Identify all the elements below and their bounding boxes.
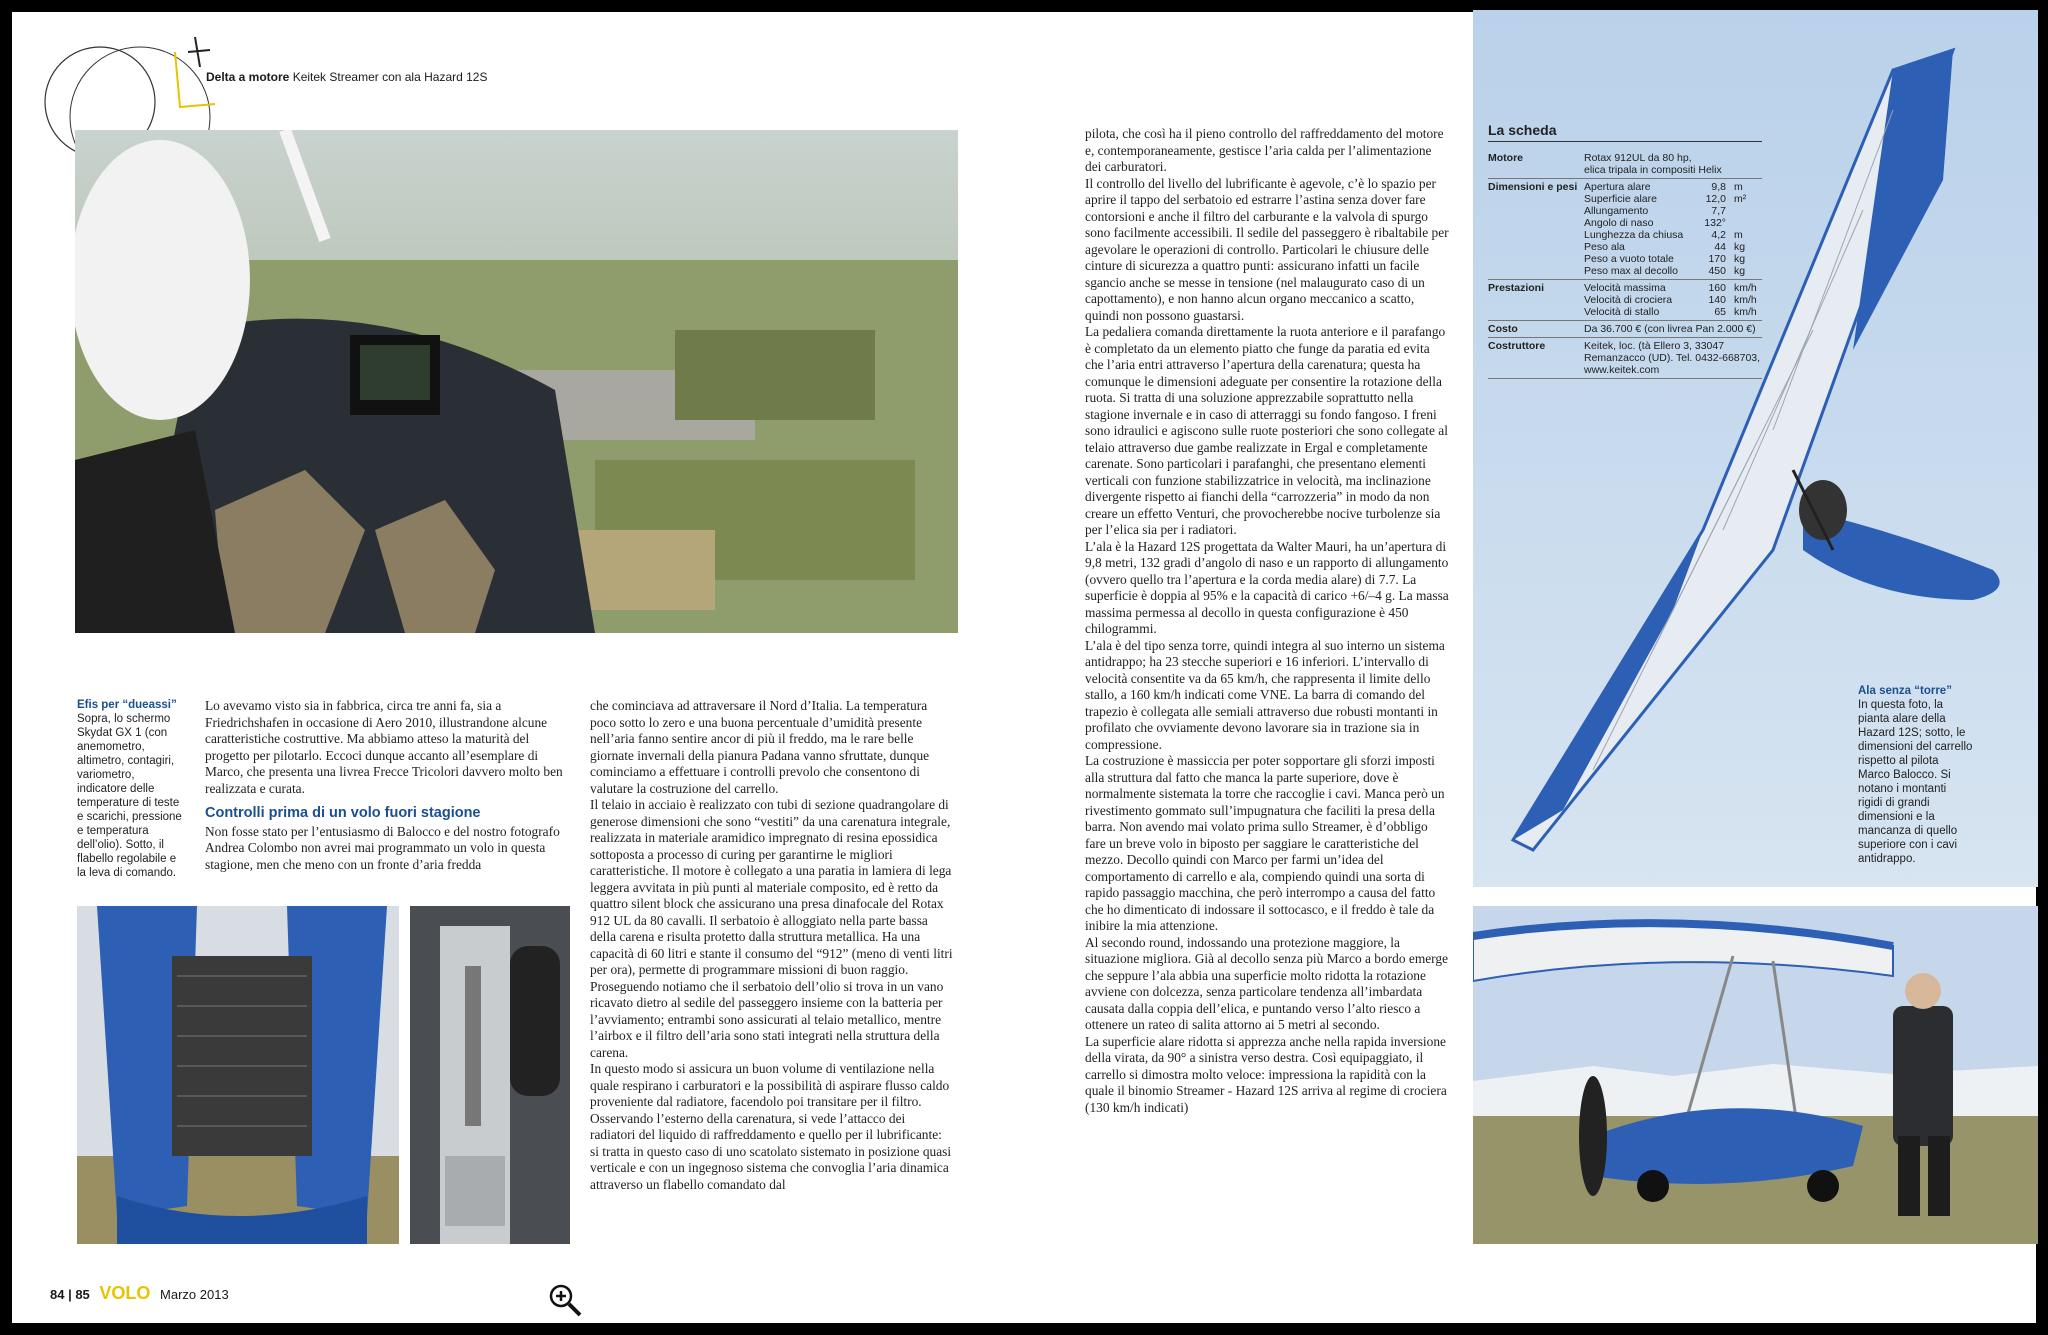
- section-header: [206, 70, 487, 84]
- spec-item: Peso max al decollo 450 kg: [1584, 265, 1746, 277]
- spec-value: Remanzacco (UD). Tel. 0432-668703,: [1584, 352, 1761, 364]
- spec-row-costo: [1488, 321, 1762, 338]
- spec-item: Velocità massima 160 km/h: [1584, 282, 1757, 294]
- spec-item: Velocità di stallo 65 km/h: [1584, 306, 1757, 318]
- spec-label: Dimensioni e pesi: [1488, 181, 1578, 193]
- control-lever-photo: [410, 906, 570, 1244]
- spec-label: Motore: [1488, 152, 1523, 164]
- paragraph: La pedaliera comanda direttamente la ruota anteriore e il parafango è completato da un elemento piatto che funge da paratia ed evita che l’aria entri attraverso l’apertura della carenatura; questa ha comunque le dimensioni adeguate per consentire la rotazione della ruota. Si tratta di una soluzione apprezzabile soprattutto nella stagione invernale e in caso di atterraggi su fondo fangoso. I freni sono idraulici e agiscono sulle ruote posteriori che sono collegate al telaio attraverso due gambe realizzate in Ergal e completamente carenate. Sono particolari i parafanghi, che presentano elementi verticali con funzione stabilizzatrice in velocità, ma inclinazione divergente rispetto ai fianchi della “carrozzeria” in modo da non creare un effetto Venturi, che provocherebbe nocive turbolenze sia per l’elica sia per i radiatori.: [1085, 324, 1448, 537]
- spec-row-motore: [1488, 150, 1762, 179]
- spec-item: Velocità di crociera 140 km/h: [1584, 294, 1757, 306]
- zoom-in-icon[interactable]: [548, 1283, 584, 1319]
- spec-sheet: [1488, 122, 1762, 379]
- spec-item: Superficie alare 12,0 m²: [1584, 193, 1747, 205]
- spec-item: Peso ala 44 kg: [1584, 241, 1746, 253]
- radiator-photo: [77, 906, 399, 1244]
- article-column-1: [205, 698, 570, 873]
- paragraph: pilota, che così ha il pieno controllo del raffreddamento del motore e, contemporaneamente, gestisce l’aria calda per l’alimentazione dei carburatori.: [1085, 126, 1444, 174]
- caption-ala-senza-torre: [1858, 684, 1973, 866]
- spec-sheet-title: La scheda: [1488, 122, 1762, 142]
- trike-pilot-photo: [1473, 906, 2038, 1244]
- issue-date: Marzo 2013: [160, 1287, 229, 1302]
- spec-label: Prestazioni: [1488, 282, 1545, 294]
- paragraph: che cominciava ad attraversare il Nord d’Italia. La temperatura poco sotto lo zero e una buona percentuale d’umidità presente nell’aria fanno sentire ancor di più il freddo, ma le rare belle giornate invernali della pianura Padana vanno sfruttate, dunque cominciamo a effettuare i controlli prevolo che consentono di valutare la costruzione del carrello.: [590, 698, 930, 796]
- page-numbers: 84 | 85: [50, 1287, 90, 1302]
- cockpit-photo: [75, 130, 958, 633]
- paragraph: La costruzione è massiccia per poter sopportare gli sforzi imposti alla struttura dal fatto che manca la parte superiore, dove è normalmente sistemata la torre che raccoglie i cavi. Manca però un rivestimento gommato sull’impugnatura che faciliti la presa della barra. Non avendo mai volato prima sullo Streamer, è d’obbligo fare un breve volo in biposto per saggiare le caratteristiche del mezzo. Decollo quindi con Marco per farmi un’idea del comportamento di carrello e ala, compiendo quindi una sorta di rapido passaggio macchina, che però interrompo a causa del fatto che ho dimenticato di indossare il sottocasco, e il freddo è tale da inibire la mia attenzione.: [1085, 753, 1445, 933]
- article-column-3: [1085, 126, 1450, 1116]
- spec-value: elica tripala in compositi Helix: [1584, 164, 1722, 176]
- paragraph: Non fosse stato per l’entusiasmo di Balocco e del nostro fotografo Andrea Colombo non avrei mai programmato un volo in questa stagione, men che meno con un fronte d’aria fredda: [205, 823, 560, 872]
- paragraph: In questo modo si assicura un buon volume di ventilazione nella quale respirano i carburatori e la possibilità di aspirare flusso caldo proveniente dal radiatore, facendolo poi transitare per il filtro. Osservando l’esterno della carenatura, si vede l’attacco dei radiatori del liquido di raffreddamento e quello per il lubrificante: si tratta in questo caso di uno scatolato sistemato in posizione quasi verticale e con un ingegnoso sistema che convoglia l’aria dinamica attraverso un flabello comandato dal: [590, 1061, 952, 1192]
- magazine-logo: VOLO: [99, 1283, 151, 1303]
- spec-label: Costo: [1488, 323, 1518, 335]
- spec-row-costruttore: [1488, 338, 1762, 379]
- paragraph: L’ala è la Hazard 12S progettata da Walter Mauri, ha un’apertura di 9,8 metri, 132 gradi d’angolo di naso e un rapporto di allungamento (ovvero quello tra l’apertura e la corda media alare) di 7.7. La superficie è doppia al 95% e la capacità di carico +6/–4 g. La massa massima permessa al decollo in questa configurazione è 450 chilogrammi.: [1085, 538, 1449, 636]
- spec-item: Peso a vuoto totale 170 kg: [1584, 253, 1746, 265]
- spec-value: Rotax 912UL da 80 hp,: [1584, 152, 1692, 164]
- spec-row-dimensioni: [1488, 179, 1762, 280]
- caption-efis-text: Sopra, lo schermo Skydat GX 1 (con anemometro, altimetro, contagiri, variometro, indicatore delle temperature di teste e scarichi, pressione e temperatura dell’olio). Sotto, il flabello regolabile e la leva di comando.: [77, 713, 182, 879]
- paragraph: Al secondo round, indossando una protezione maggiore, la situazione migliora. Già al decollo senza più Marco a bordo emerge che seppure l’ala abbia una superficie molto ridotta la rotazione avviene con dolcezza, senza particolare tendenza all’imbardata causata dalla coppia dell’elica, e puntando verso l’alto riesco a ottenere un rateo di salita attorno ai 5 metri al secondo.: [1085, 934, 1449, 1032]
- spec-value: Da 36.700 € (con livrea Pan 2.000 €): [1584, 323, 1756, 335]
- spec-row-prestazioni: [1488, 280, 1762, 321]
- page-footer: [50, 1283, 229, 1304]
- spec-item: Lunghezza da chiusa 4,2 m: [1584, 229, 1743, 241]
- paragraph: Lo avevamo visto sia in fabbrica, circa tre anni fa, sia a Friedrichshafen in occasione di Aero 2010, illustrandone alcune caratteristiche costruttive. Ma abbiamo atteso la maturità del progetto per pilotarlo. Eccoci dunque accanto all’esemplare di Marco, che presenta una livrea Frecce Tricolori davvero molto ben realizzata e curata.: [205, 698, 563, 796]
- caption-ala-text: In questa foto, la pianta alare della Hazard 12S; sotto, le dimensioni del carrello rispetto al pilota Marco Balocco. Si notano i montanti rigidi di grandi dimensioni e la mancanza di quello superiore con i cavi antidrappo.: [1858, 699, 1973, 865]
- caption-efis: [77, 698, 185, 880]
- spec-item: Apertura alare 9,8 m: [1584, 181, 1743, 193]
- paragraph: L’ala è del tipo senza torre, quindi integra al suo interno un sistema antidrappo; ha 23 stecche superiori e 16 inferiori. L’intervallo di velocità consentite va da 65 km/h, che rappresenta il limite dello stallo, a 160 km/h indicati come VNE. La barra di comando del trapezio è collegata alle semiali attraverso due robusti montanti in profilato che ovviamente devono lavorare sia in trazione sia in compressione.: [1085, 637, 1445, 752]
- caption-efis-title: Efis per “dueassi”: [77, 699, 177, 711]
- subheading-controlli: Controlli prima di un volo fuori stagione: [205, 805, 481, 821]
- section-title: Delta a motore: [206, 70, 290, 84]
- spec-link[interactable]: www.keitek.com: [1584, 364, 1660, 376]
- spec-label: Costruttore: [1488, 340, 1546, 352]
- paragraph: Il telaio in acciaio è realizzato con tubi di sezione quadrangolare di generose dimensioni che sono “vestiti” da una carenatura integrale, realizzata in materiale aramidico impregnato di resina epossidica sottoposta a processo di curing per garantirne le migliori caratteristiche. Il motore è collegato a una paratia in lamiera di lega leggera avvitata in più punti al materiale composito, ed è retto da quattro silent block che assicurano una presa dinafocale del Rotax 912 UL da 80 cavalli. Il serbatoio è alloggiato nella parte bassa della carena e risulta protetto dalla struttura metallica. Ha una capacità di 60 litri e stante il consumo del “912” (meno di venti litri per ora), permette di programmare missioni di buon raggio. Proseguendo notiamo che il serbatoio dell’olio si trova in un vano ricavato dietro al sedile del passeggero insieme con la batteria per l’avviamento; entrambi sono assicurati al telaio metallico, mentre l’airbox e il filtro dell’aria sono stati integrati nella struttura della carena.: [590, 797, 953, 1060]
- spec-value: Keitek, loc. (tà Ellero 3, 33047: [1584, 340, 1725, 352]
- paragraph: La superficie alare ridotta si apprezza anche nella rapida inversione della virata, da 90° a sinistra verso destra. Così equipaggiato, il carrello si dimostra molto veloce: impressiona la rapidità con la quale il binomio Streamer - Hazard 12S arriva al regime di crociera (130 km/h indicati): [1085, 1033, 1447, 1115]
- caption-ala-title: Ala senza “torre”: [1858, 685, 1952, 697]
- article-column-2: [590, 698, 953, 1193]
- paragraph: Il controllo del livello del lubrificante è agevole, c’è lo spazio per aprire il tappo del serbatoio ed estrarre l’astina senza dover fare contorsioni e anche il filtro del carburante e la valvola di spurgo sono facilmente accessibili. Il sedile del passeggero è ribaltabile per agevolare le operazioni di controllo. Particolari le chiusure delle cinture di sicurezza a quattro punti: assicurano infatti un facile sgancio anche se messe in tensione (nel malaugurato caso di un capottamento), e non hanno alcun organo meccanico a scatto, quindi non possono guastarsi.: [1085, 175, 1449, 323]
- section-subtitle: Keitek Streamer con ala Hazard 12S: [292, 70, 488, 84]
- spec-item: Allungamento 7,7: [1584, 205, 1726, 217]
- spec-item: Angolo di naso 132°: [1584, 217, 1726, 229]
